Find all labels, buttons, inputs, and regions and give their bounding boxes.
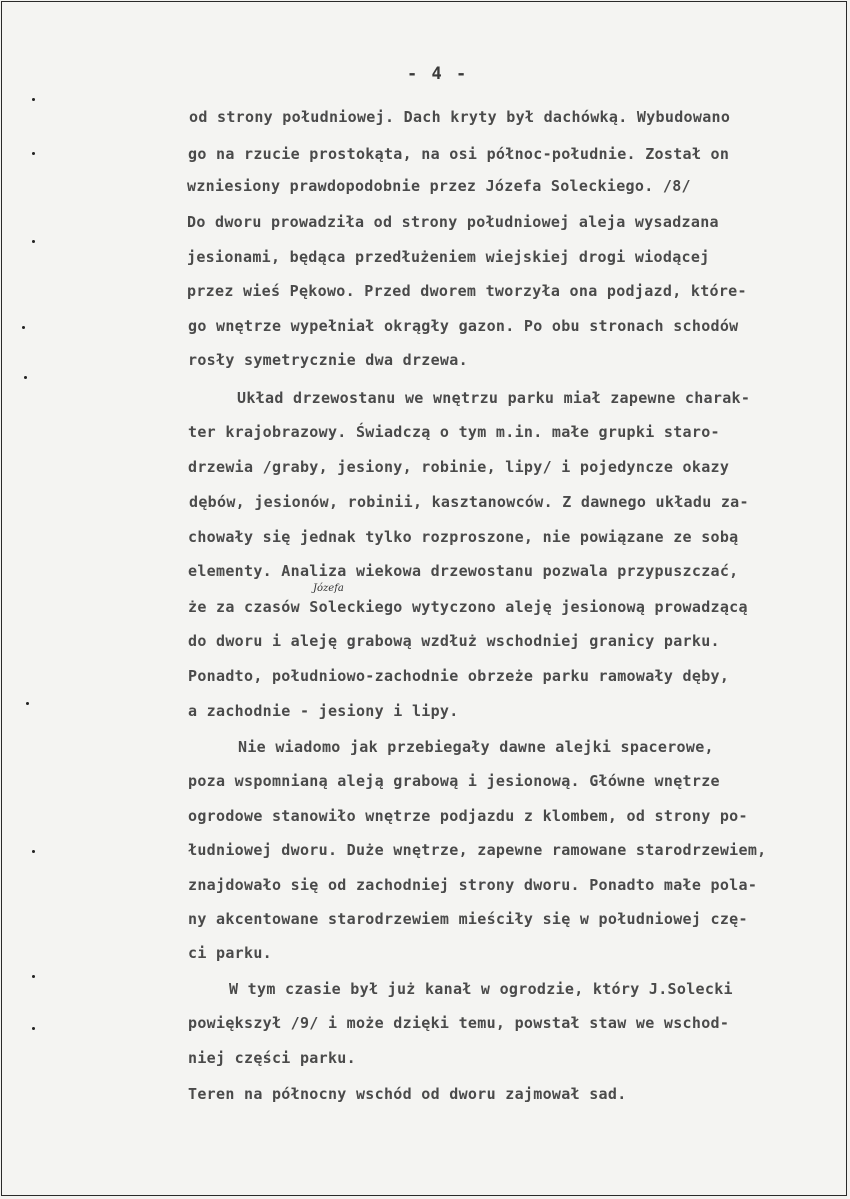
- text-line: ci parku.: [188, 944, 272, 962]
- text-line: poza wspomnianą aleją grabową i jesionową. Główne wnętrze: [188, 772, 720, 790]
- text-line: chowały się jednak tylko rozproszone, nie powiązane ze sobą: [188, 528, 739, 546]
- text-line: go na rzucie prostokąta, na osi północ-południe. Został on: [188, 145, 730, 163]
- text-line: od strony południowej. Dach kryty był dachówką. Wybudowano: [189, 108, 731, 126]
- text-line: ter krajobrazowy. Świadczą o tym m.in. małe grupki staro-: [188, 423, 720, 441]
- text-line: rosły symetrycznie dwa drzewa.: [188, 351, 468, 369]
- margin-mark: [26, 702, 29, 705]
- text-line: go wnętrze wypełniał okrągły gazon. Po obu stronach schodów: [188, 317, 739, 335]
- text-line: znajdowało się od zachodniej strony dworu. Ponadto małe pola-: [188, 876, 758, 894]
- margin-mark: [32, 152, 35, 155]
- text-line: niej części parku.: [188, 1049, 356, 1067]
- text-line: Do dworu prowadziła od strony południowej aleja wysadzana: [187, 213, 719, 231]
- text-line: wzniesiony prawdopodobnie przez Józefa Soleckiego. /8/: [187, 177, 691, 195]
- text-line: Ponadto, południowo-zachodnie obrzeże parku ramowały dęby,: [188, 667, 730, 685]
- text-line: do dworu i aleję grabową wzdłuż wschodniej granicy parku.: [188, 632, 720, 650]
- text-line: dębów, jesionów, robinii, kasztanowców. Z dawnego układu za-: [189, 493, 749, 511]
- text-line: ogrodowe stanowiło wnętrze podjazdu z klombem, od strony po-: [188, 807, 748, 825]
- margin-mark: [22, 326, 25, 329]
- text-line: łudniowej dworu. Duże wnętrze, zapewne ramowane starodrzewiem,: [188, 841, 767, 859]
- text-line: W tym czasie był już kanał w ogrodzie, który J.Solecki: [229, 980, 733, 998]
- margin-mark: [32, 240, 35, 243]
- margin-mark: [32, 850, 35, 853]
- text-line: jesionami, będąca przedłużeniem wiejskiej drogi wiodącej: [187, 248, 710, 266]
- margin-mark: [32, 98, 35, 101]
- text-line: Układ drzewostanu we wnętrzu parku miał zapewne charak-: [237, 389, 751, 407]
- text-line: Teren na północny wschód od dworu zajmował sad.: [188, 1085, 627, 1103]
- text-line: a zachodnie - jesiony i lipy.: [188, 702, 459, 720]
- text-line: ny akcentowane starodrzewiem mieściły się w południowej czę-: [188, 910, 748, 928]
- text-line: powiększył /9/ i może dzięki temu, powstał staw we wschod-: [188, 1014, 730, 1032]
- text-line: Nie wiadomo jak przebiegały dawne alejki spacerowe,: [238, 738, 714, 756]
- margin-mark: [32, 975, 35, 978]
- text-line: drzewia /graby, jesiony, robinie, lipy/ i pojedyncze okazy: [188, 458, 730, 476]
- handwritten-annotation: Józefa: [313, 583, 344, 594]
- text-line: że za czasów Soleckiego wytyczono aleję jesionową prowadzącą: [188, 598, 748, 616]
- margin-mark: [32, 1027, 35, 1030]
- margin-mark: [24, 376, 27, 379]
- typewritten-page: [1, 1, 847, 1196]
- text-line: przez wieś Pękowo. Przed dworem tworzyła ona podjazd, które-: [187, 282, 747, 300]
- page-number: - 4 -: [407, 64, 469, 84]
- text-line: elementy. Analiza wiekowa drzewostanu pozwala przypuszczać,: [188, 562, 739, 580]
